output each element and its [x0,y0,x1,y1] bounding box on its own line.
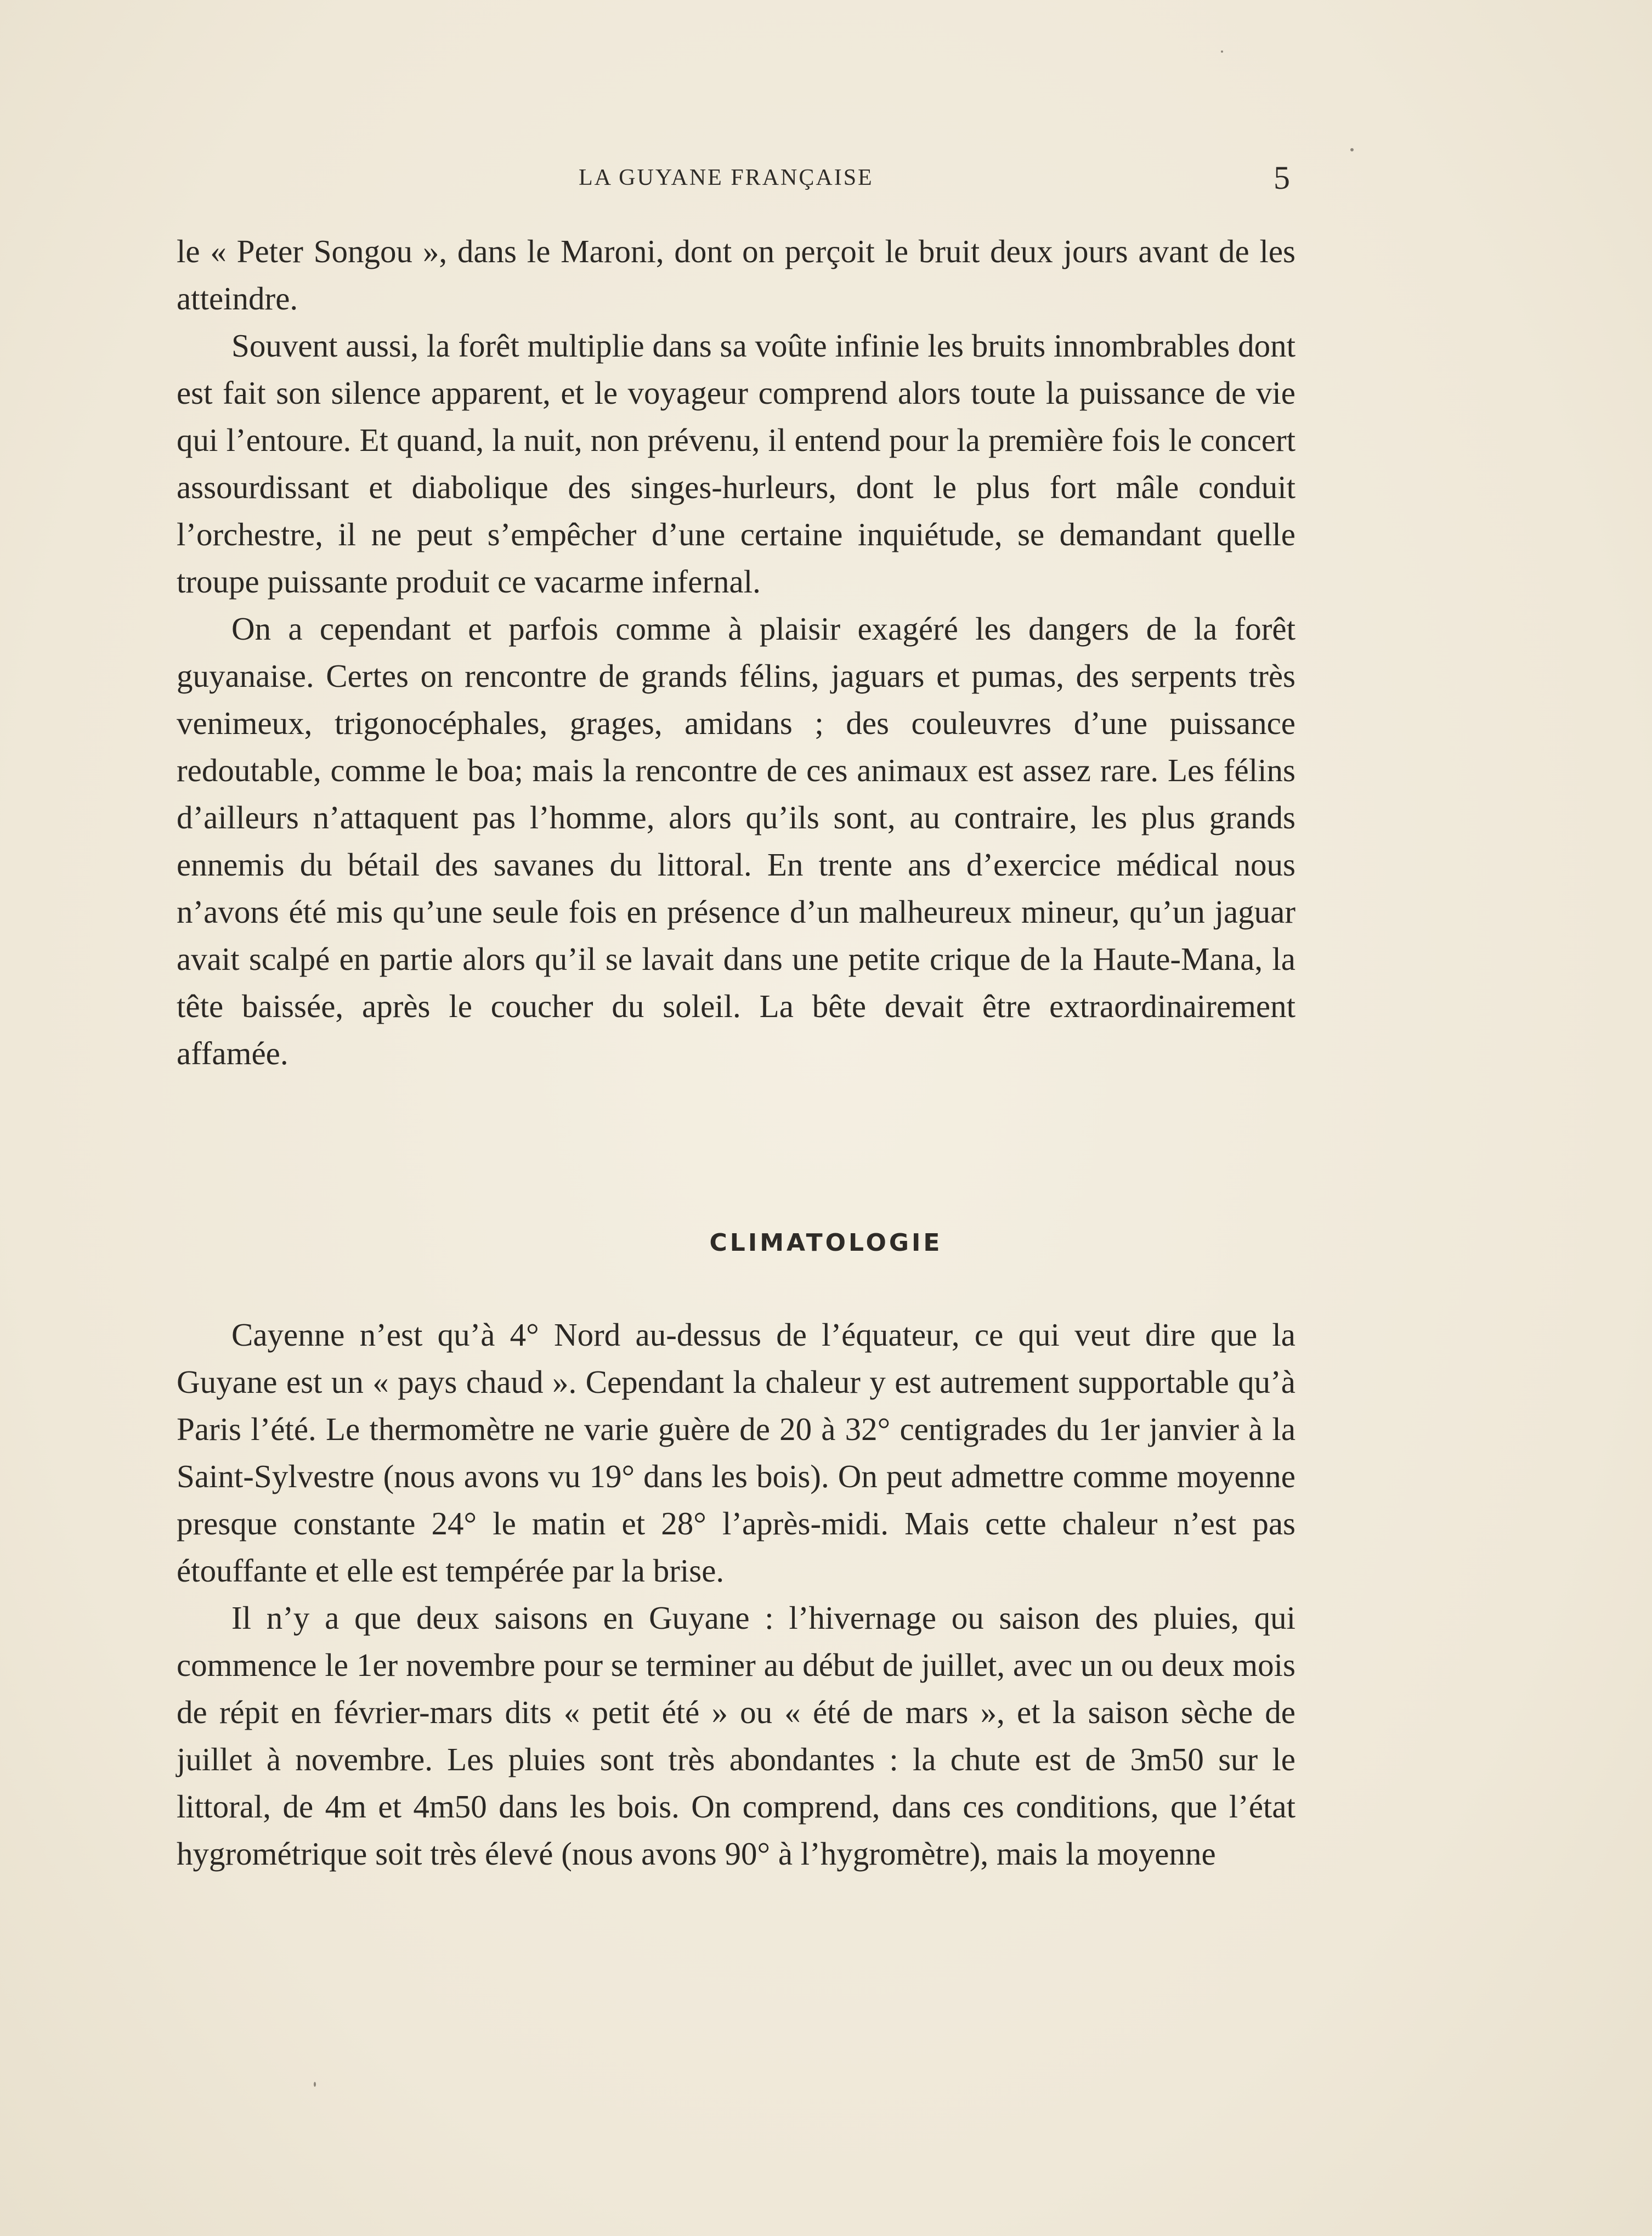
paragraph-seasons: Il n’y a que deux saisons en Guyane : l’hivernage ou saison des pluies, qui commence le 1er novembre pour se terminer au début de juillet, avec un ou deux mois de répit en février-mars dits « petit été » ou « été de mars », et la saison sèche de juillet à novembre. Les pluies sont très abondantes : la chute est de 3m50 sur le littoral, de 4m et 4m50 dans les bois. On comprend, dans ces conditions, que l’état hygrométrique soit très élevé (nous avons 90° à l’hygromètre), mais la moyenne [177,1600,1295,1872]
running-title: LA GUYANE FRANÇAISE [579,165,874,190]
paper-speck [314,2082,316,2087]
paragraph-temperature: Cayenne n’est qu’à 4° Nord au-dessus de l’équateur, ce qui veut dire que la Guyane est un « pays chaud ». Cependant la chaleur y est autrement supportable qu’à Paris l’été. Le thermomètre ne varie guère de 20 à 32° centigrades du 1er janvier à la Saint-Sylvestre (nous avons vu 19° dans les bois). On peut admettre comme moyenne presque constante 24° le matin et 28° l’après-midi. Mais cette chaleur n’est pas étouffante et elle est tempérée par la brise. [177,1317,1295,1589]
text-block-before-heading [177,228,1295,1077]
paper-speck [1350,148,1354,151]
section-heading: CLIMATOLOGIE [709,1229,943,1257]
paragraph-forest-dangers: On a cependant et parfois comme à plaisir exagéré les dangers de la forêt guyanaise. Certes on rencontre de grands félins, jaguars et pumas, des serpents très venimeux, trigonocéphales, grages, amidans ; des couleuvres d’une puissance redoutable, comme le boa; mais la rencontre de ces animaux est assez rare. Les félins d’ailleurs n’attaquent pas l’homme, alors qu’ils sont, au contraire, les plus grands ennemis du bétail des savanes du littoral. En trente ans d’exercice médical nous n’avons été mis qu’une seule fois en présence d’un malheureux mineur, qu’un jaguar avait scalpé en partie alors qu’il se lavait dans une petite crique de la Haute-Mana, la tête baissée, après le coucher du soleil. La bête devait être extraordinairement affamée. [177,611,1295,1071]
text-block-after-heading [177,1311,1295,1877]
paragraph-forest-sounds: Souvent aussi, la forêt multiplie dans sa voûte infinie les bruits innombrables dont est fait son silence apparent, et le voyageur comprend alors toute la puissance de vie qui l’entoure. Et quand, la nuit, non prévenu, il entend pour la première fois le concert assourdissant et diabolique des singes-hurleurs, dont le plus fort mâle conduit l’orchestre, il ne peut s’empêcher d’une certaine inquiétude, se demandant quelle troupe puissante produit ce vacarme infernal. [177,328,1295,600]
page-number: 5 [1274,160,1290,196]
paper-speck [1221,50,1223,53]
paragraph-continued: le « Peter Songou », dans le Maroni, dont on perçoit le bruit deux jours avant de les atteindre. [177,233,1295,317]
